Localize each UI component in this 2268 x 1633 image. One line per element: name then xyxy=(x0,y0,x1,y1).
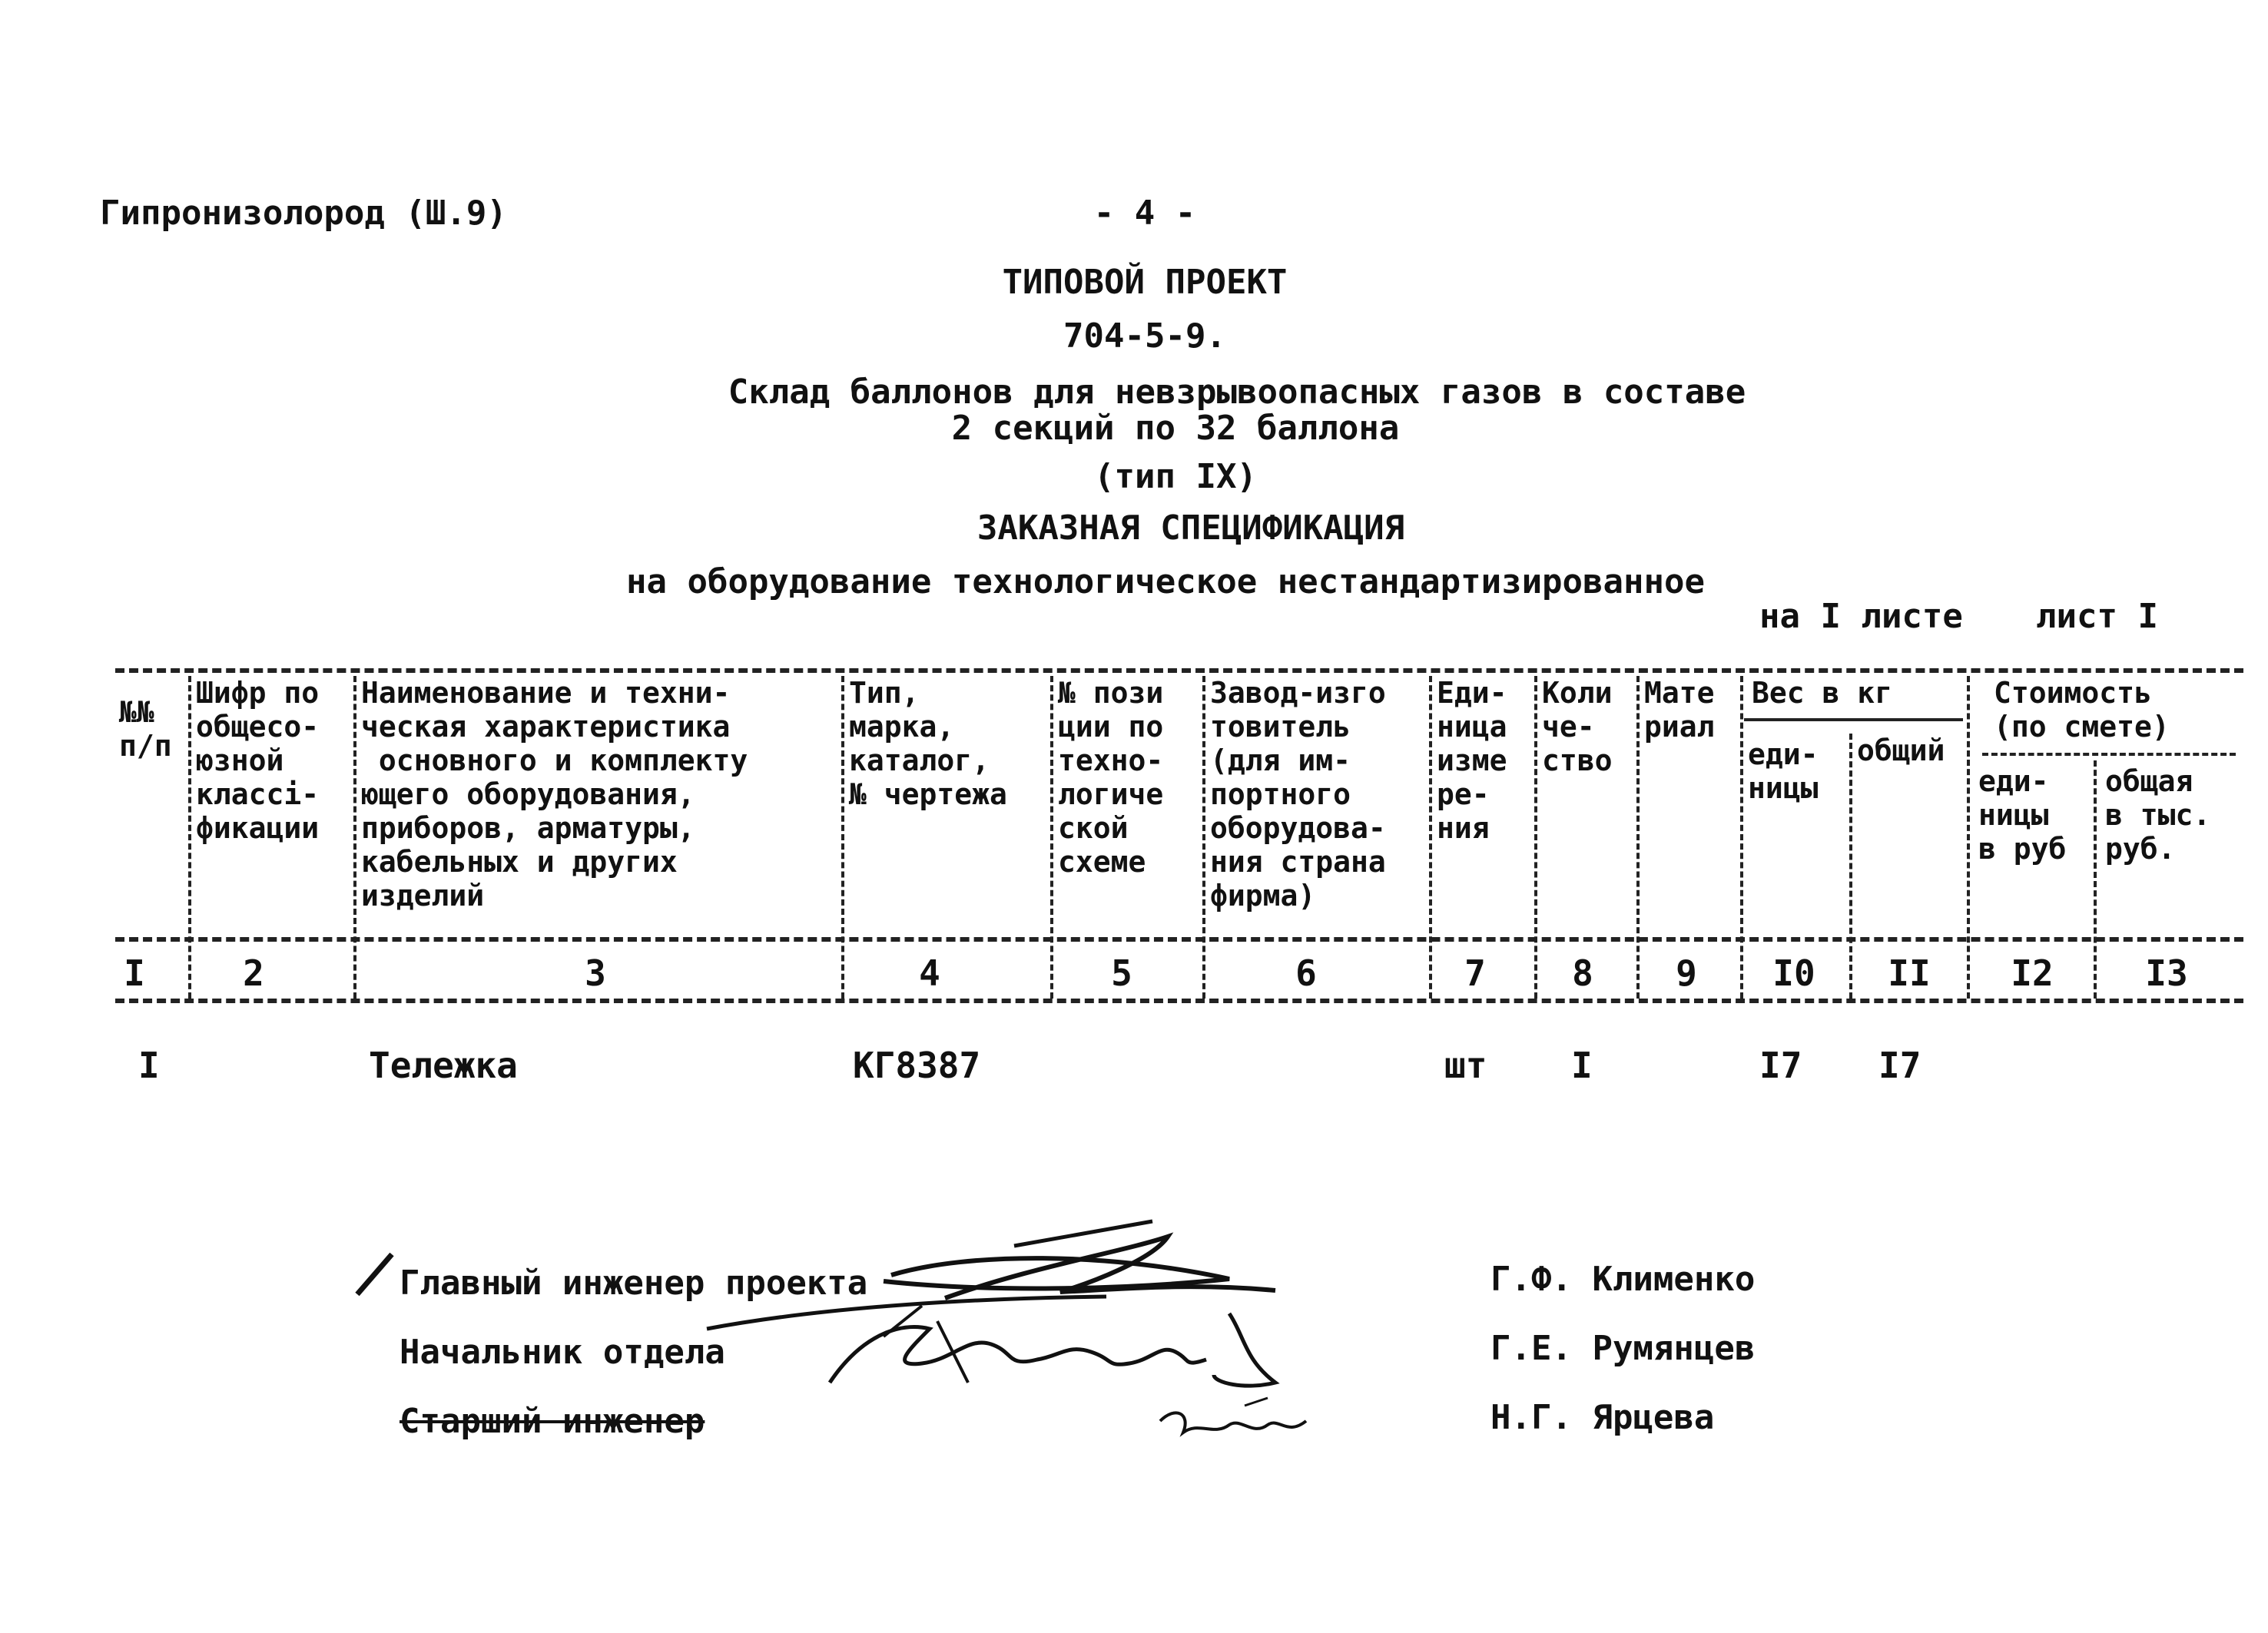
col-header-cost-group: Стоимость (по смете) xyxy=(1994,676,2170,744)
role-department-head: Начальник отдела xyxy=(400,1333,725,1372)
col-header-num: №№ п/п xyxy=(119,695,172,763)
handwritten-signature-rumyantsev xyxy=(814,1290,1306,1406)
col-header-qty: Коли че- ство xyxy=(1542,676,1613,777)
doc-type: ЗАКАЗНАЯ СПЕЦИФИКАЦИЯ xyxy=(976,508,1405,548)
col-sep xyxy=(188,676,191,999)
col-sep xyxy=(1429,676,1432,999)
row-name: Тележка xyxy=(369,1045,518,1086)
project-type: ТИПОВОЙ ПРОЕКТ xyxy=(1002,263,1288,302)
col-sep xyxy=(1534,676,1537,999)
col-header-name: Наименование и техни- ческая характеристика основного и комплекту ющего оборудования, приборов, арматуры, кабельных и других изделий xyxy=(361,676,748,913)
col-header-maker: Завод-изго товитель (для им- портного оборудова- ния страна фирма) xyxy=(1210,676,1386,913)
name-senior-engineer: Н.Г. Ярцева xyxy=(1490,1398,1715,1437)
col-number: I3 xyxy=(2145,952,2188,994)
name-department-head: Г.Е. Румянцев xyxy=(1490,1329,1756,1368)
name-chief-engineer: Г.Ф. Клименко xyxy=(1490,1260,1756,1299)
signature-mark-slash xyxy=(353,1248,400,1302)
col-number: I xyxy=(124,952,145,994)
sheets-total: на I листе xyxy=(1759,597,1963,636)
col-sep xyxy=(1636,676,1640,999)
title-line1: Склад баллонов для невзрывоопасных газов в составе xyxy=(728,373,1746,412)
col-sep xyxy=(1967,676,1970,999)
col-header-material: Мате риал xyxy=(1644,676,1715,744)
project-code: 704-5-9. xyxy=(1063,316,1226,356)
role-chief-engineer: Главный инженер проекта xyxy=(400,1264,868,1303)
title-line3: (тип IX) xyxy=(1094,457,1257,496)
col-number: 3 xyxy=(585,952,606,994)
col-sep xyxy=(841,676,844,999)
row-weight-total: I7 xyxy=(1878,1045,1922,1086)
col-number: I0 xyxy=(1772,952,1815,994)
col-header-weight-group: Вес в кг xyxy=(1752,676,1893,710)
col-sep xyxy=(1202,676,1205,999)
col-number: I2 xyxy=(2011,952,2054,994)
col-header-cost-total: общая в тыс. руб. xyxy=(2105,764,2211,866)
title-line2: 2 секций по 32 баллона xyxy=(951,409,1400,448)
row-number: I xyxy=(138,1045,160,1086)
page-number: - 4 - xyxy=(1093,194,1196,233)
cost-group-rule xyxy=(1982,753,2236,756)
col-sep xyxy=(353,676,356,999)
col-header-weight-unit: еди- ницы xyxy=(1748,737,1819,805)
org-name: Гипронизолород (Ш.9) xyxy=(100,194,507,233)
col-sep xyxy=(1050,676,1053,999)
header-bottom-rule xyxy=(115,937,2243,942)
col-sep xyxy=(2094,760,2097,999)
handwritten-signature-yartseva xyxy=(1152,1390,1321,1459)
col-header-code: Шифр по общесо- юзной классi- фикации xyxy=(196,676,320,845)
col-header-weight-total: общий xyxy=(1857,734,1945,767)
row-weight-unit: I7 xyxy=(1759,1045,1802,1086)
col-number: 9 xyxy=(1676,952,1697,994)
col-header-type: Тип, марка, каталог, № чертежа xyxy=(849,676,1007,811)
col-sep xyxy=(1849,734,1852,999)
col-sep xyxy=(1740,676,1743,999)
row-unit: шт xyxy=(1444,1045,1487,1086)
role-senior-engineer: Старший инженер xyxy=(400,1402,705,1441)
col-number: 6 xyxy=(1295,952,1317,994)
row-type: КГ8387 xyxy=(853,1045,981,1086)
col-number: 8 xyxy=(1572,952,1593,994)
col-header-unit: Еди- ница изме ре- ния xyxy=(1437,676,1507,845)
table-top-rule xyxy=(115,668,2243,673)
numbers-bottom-rule xyxy=(115,999,2243,1003)
col-number: II xyxy=(1888,952,1931,994)
sheet-number: лист I xyxy=(2036,597,2158,636)
row-qty: I xyxy=(1571,1045,1593,1086)
col-number: 7 xyxy=(1464,952,1486,994)
col-number: 2 xyxy=(243,952,264,994)
weight-group-rule xyxy=(1744,718,1963,721)
col-number: 5 xyxy=(1111,952,1132,994)
doc-subject: на оборудование технологическое нестандартизированное xyxy=(626,562,1705,601)
col-header-position: № пози ции по техно- логиче ской схеме xyxy=(1058,676,1164,879)
col-number: 4 xyxy=(919,952,940,994)
col-header-cost-unit: еди- ницы в руб xyxy=(1978,764,2067,866)
